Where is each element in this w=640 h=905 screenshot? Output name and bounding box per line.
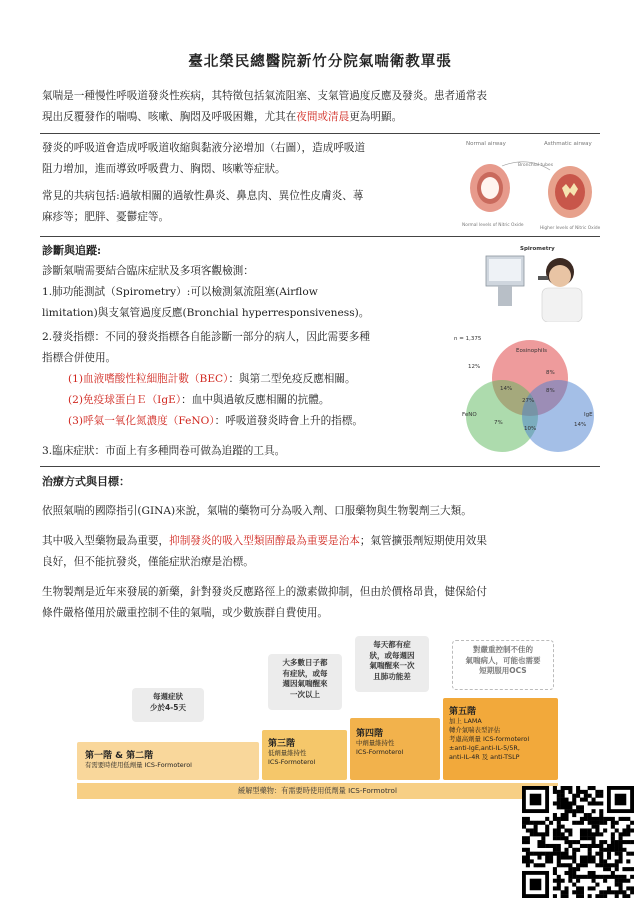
- treatment-paragraph-3-line-2: 條件嚴格僅用於嚴重控制不佳的氣喘，或少數族群自費使用。: [42, 607, 329, 619]
- markers-line-2: 指標合併使用。: [42, 352, 117, 364]
- treatment-section: [42, 471, 602, 624]
- ics-highlight: 抑制發炎的吸入型類固醇最為重要是治本: [169, 535, 360, 547]
- clinical-symptoms-line: 3.臨床症狀：市面上有多種問卷可做為追蹤的工具。: [42, 445, 286, 457]
- symptom-bubble-2: 大多數日子都 有症狀，或每 週因氣喘醒來 一次以上: [268, 654, 342, 710]
- intro-highlight: 夜間或清晨: [296, 111, 350, 123]
- marker-feno: (3)呼氣一氧化氮濃度（FeNO）：呼吸道發炎時會上升的指標。: [68, 415, 363, 427]
- step-4: 第四階 中劑量維持性 ICS-Formoterol: [350, 718, 440, 780]
- venn-all-pct: 27%: [522, 398, 535, 404]
- venn-eos-ige-pct: 8%: [546, 388, 555, 394]
- venn-feno-eos-pct: 14%: [500, 386, 513, 392]
- inflammation-paragraph: [42, 138, 452, 228]
- airway-figure: [458, 136, 606, 234]
- comorbidity-line-1: 常見的共病包括:過敏相關的過敏性鼻炎、鼻息肉、異位性皮膚炎、蕁: [42, 190, 364, 202]
- treatment-paragraph-2-line-1: 其中吸入型藥物最為重要，抑制發炎的吸入型類固醇最為重要是治本；氣管擴張劑短期使用效果: [42, 535, 487, 547]
- step-5: 第五階 加上 LAMA 轉介氣喘表型評估 考慮高劑量 ICS-formoterol ±anti-IgE,anti-IL-5/5R, anti-IL-4R 及 anti-TSLP: [443, 698, 558, 780]
- treatment-paragraph-3-line-1: 生物製劑是近年來發展的新藥，針對發炎反應路徑上的激素做抑制，但由於價格昂貴，健保給付: [42, 586, 487, 598]
- treatment-paragraph-2-line-2: 良好，但不能抗發炎，僅能症狀治療是治標。: [42, 556, 254, 568]
- venn-eos-label: Eosinophils: [516, 348, 547, 354]
- inflammatory-markers: [42, 327, 462, 462]
- symptom-bubble-3: 每天都有症 狀，或每週因 氣喘醒來一次 且肺功能差: [355, 636, 429, 692]
- markers-line-1: 2.發炎指標：不同的發炎指標各自能診斷一部分的病人，因此需要多種: [42, 331, 370, 343]
- reliever-bar: 緩解型藥物：有需要時使用低劑量 ICS-Formotrol: [77, 783, 558, 799]
- inflammation-line-2: 阻力增加，進而導致呼吸費力、胸悶、咳嗽等症狀。: [42, 163, 286, 175]
- venn-n-label: n = 1,375: [454, 336, 482, 342]
- ocs-note-bubble: 對嚴重控制不佳的 氣喘病人，可能也需要 短期服用OCS: [452, 640, 554, 690]
- marker-ige: (2)免疫球蛋白Ｅ（IgE）：血中與過敏反應相關的抗體。: [68, 394, 330, 406]
- qr-code-icon[interactable]: [522, 786, 634, 898]
- venn-ige-label: IgE: [584, 412, 593, 418]
- venn-feno-label: FeNO: [462, 412, 477, 418]
- treatment-paragraph-1: 依照氣喘的國際指引(GINA)來說，氣喘的藥物可分為吸入劑、口服藥物與生物製劑三大類。: [42, 505, 472, 517]
- spirometry-line-2: limitation)與支氣管過度反應(Bronchial hyperresponsiveness)。: [42, 307, 370, 319]
- step-1-2: 第一階 & 第二階 有需要時使用低劑量 ICS-Formoterol: [77, 742, 259, 780]
- normal-airway-label: Normal airway: [466, 141, 506, 147]
- symptom-bubble-1: 每週症狀 少於4-5天: [132, 688, 204, 722]
- divider-2: [40, 236, 600, 237]
- venn-ige-only-pct: 14%: [574, 422, 587, 428]
- intro-line-2: 現出反覆發作的喘鳴、咳嗽、胸悶及呼吸困難，尤其在夜間或清晨更為明顯。: [42, 111, 403, 123]
- step-3: 第三階 低劑量維持性 ICS-Formoterol: [262, 730, 347, 780]
- spirometry-photo: [480, 242, 598, 322]
- divider-1: [40, 133, 600, 134]
- venn-eos-only-pct: 12%: [468, 364, 481, 370]
- intro-line-1: 氣喘是一種慢性呼吸道發炎性疾病，其特徵包括氣流阻塞、支氣管過度反應及發炎。患者通常表: [42, 90, 487, 102]
- venn-feno-ige-pct: 10%: [524, 426, 537, 432]
- asthmatic-airway-label: Asthmatic airway: [544, 141, 592, 147]
- spirometry-line-1: 1.肺功能測試（Spirometry）:可以檢測氣流阻塞(Airflow: [42, 286, 318, 298]
- venn-feno-only-pct: 7%: [494, 420, 503, 426]
- higher-no-label: Higher levels of Nitric Oxide: [540, 226, 601, 231]
- diagnosis-line-1: 診斷氣喘需要結合臨床症狀及多項客觀檢測：: [42, 265, 254, 277]
- bronchial-tubes-label: Bronchial tubes: [518, 163, 554, 168]
- marker-bec: (1)血液嗜酸性粒細胞計數（BEC）：與第二型免疫反應相關。: [68, 373, 356, 385]
- normal-no-label: Normal levels of Nitric Oxide: [462, 223, 524, 228]
- treatment-heading: 治療方式與目標：: [42, 475, 130, 488]
- divider-3: [40, 466, 600, 467]
- page-title: 臺北榮民總醫院新竹分院氣喘衛教單張: [188, 53, 452, 70]
- venn-top-right-pct: 8%: [546, 370, 555, 376]
- comorbidity-line-2: 麻疹等；肥胖、憂鬱症等。: [42, 211, 170, 223]
- intro-paragraph: [42, 86, 602, 128]
- spirometry-label: Spirometry: [520, 246, 555, 252]
- venn-diagram: [452, 330, 608, 462]
- inflammation-line-1: 發炎的呼吸道會造成呼吸道收縮與黏液分泌增加（右圖），造成呼吸道: [42, 142, 366, 154]
- diagnosis-heading: 診斷與追蹤:: [42, 244, 102, 257]
